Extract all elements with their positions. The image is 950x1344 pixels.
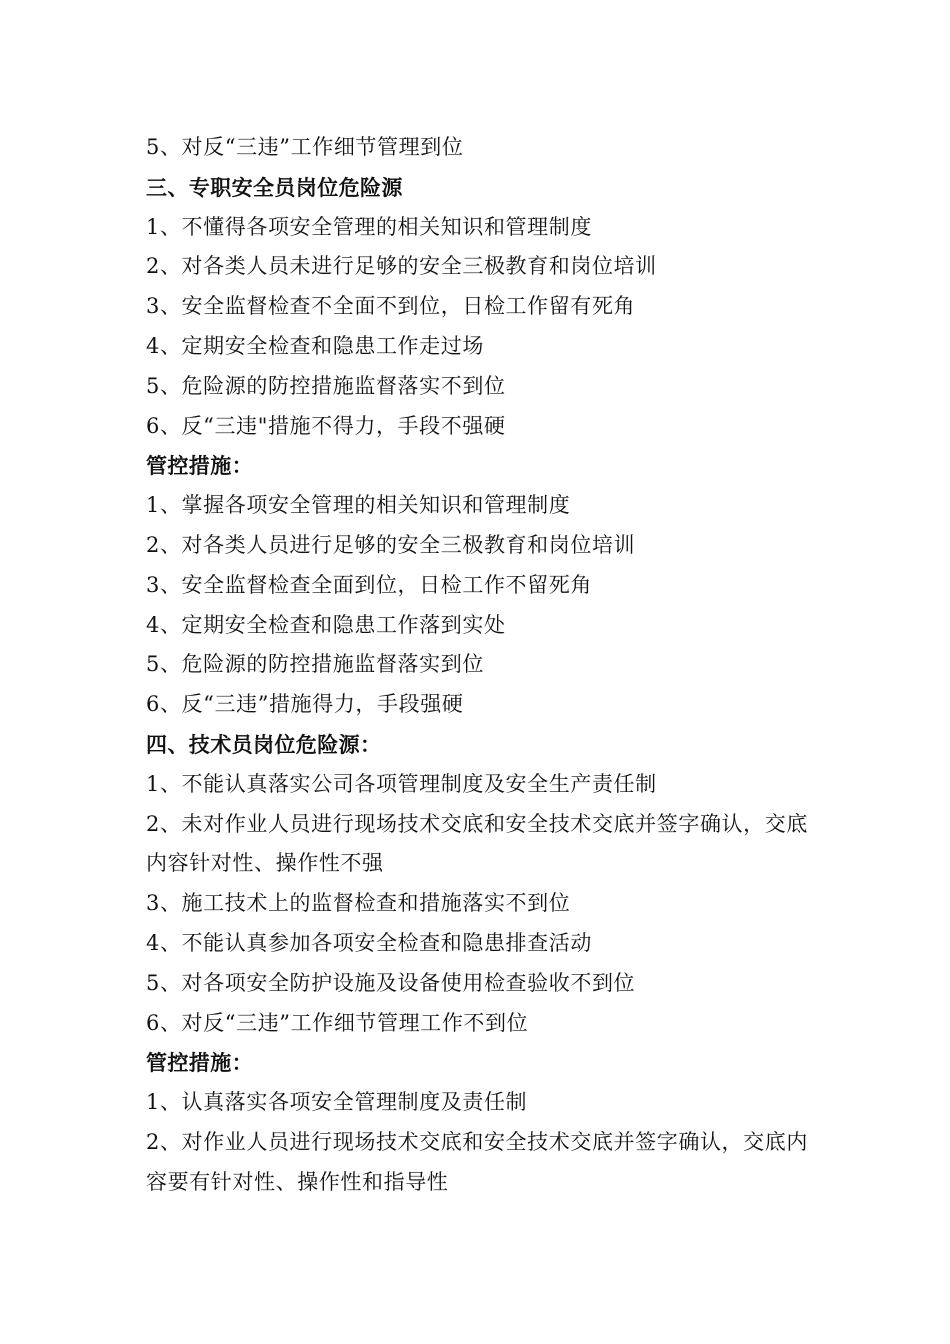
list-item: 3、施工技术上的监督检查和措施落实不到位 (146, 891, 571, 916)
section-heading: 三、专职安全员岗位危险源 (146, 174, 403, 200)
section-heading: 四、技术员岗位危险源： (146, 731, 382, 757)
list-item: 3、安全监督检查不全面不到位，日检工作留有死角 (146, 294, 636, 319)
list-item: 6、反“三违”措施得力，手段强硬 (146, 692, 464, 717)
list-item: 4、定期安全检查和隐患工作落到实处 (146, 612, 506, 637)
list-item: 1、不能认真落实公司各项管理制度及安全生产责任制 (146, 771, 657, 796)
list-item: 2、对各类人员未进行足够的安全三极教育和岗位培训 (146, 254, 657, 279)
list-item: 4、定期安全检查和隐患工作走过场 (146, 333, 484, 358)
document-body (146, 128, 816, 1203)
list-item: 2、未对作业人员进行现场技术交底和安全技术交底并签字确认，交底内容针对性、操作性不强 (146, 811, 808, 876)
subsection-heading: 管控措施： (146, 1050, 253, 1076)
list-item: 2、对各类人员进行足够的安全三极教育和岗位培训 (146, 532, 636, 557)
list-item: 6、反“三违"措施不得力，手段不强硬 (146, 413, 506, 438)
list-item: 1、认真落实各项安全管理制度及责任制 (146, 1090, 528, 1115)
list-item: 5、对反“三违”工作细节管理到位 (146, 135, 464, 159)
list-item: 2、对作业人员进行现场技术交底和安全技术交底并签字确认，交底内容要有针对性、操作性和指导性 (146, 1129, 808, 1194)
list-item: 5、危险源的防控措施监督落实不到位 (146, 373, 506, 398)
list-item: 3、安全监督检查全面到位，日检工作不留死角 (146, 572, 592, 597)
list-item: 5、对各项安全防护设施及设备使用检查验收不到位 (146, 970, 636, 995)
list-item: 5、危险源的防控措施监督落实到位 (146, 652, 484, 677)
list-item: 6、对反“三违”工作细节管理工作不到位 (146, 1010, 529, 1035)
list-item: 1、不懂得各项安全管理的相关知识和管理制度 (146, 214, 592, 239)
list-item: 4、不能认真参加各项安全检查和隐患排查活动 (146, 930, 592, 955)
subsection-heading: 管控措施： (146, 453, 253, 479)
list-item: 1、掌握各项安全管理的相关知识和管理制度 (146, 493, 571, 518)
